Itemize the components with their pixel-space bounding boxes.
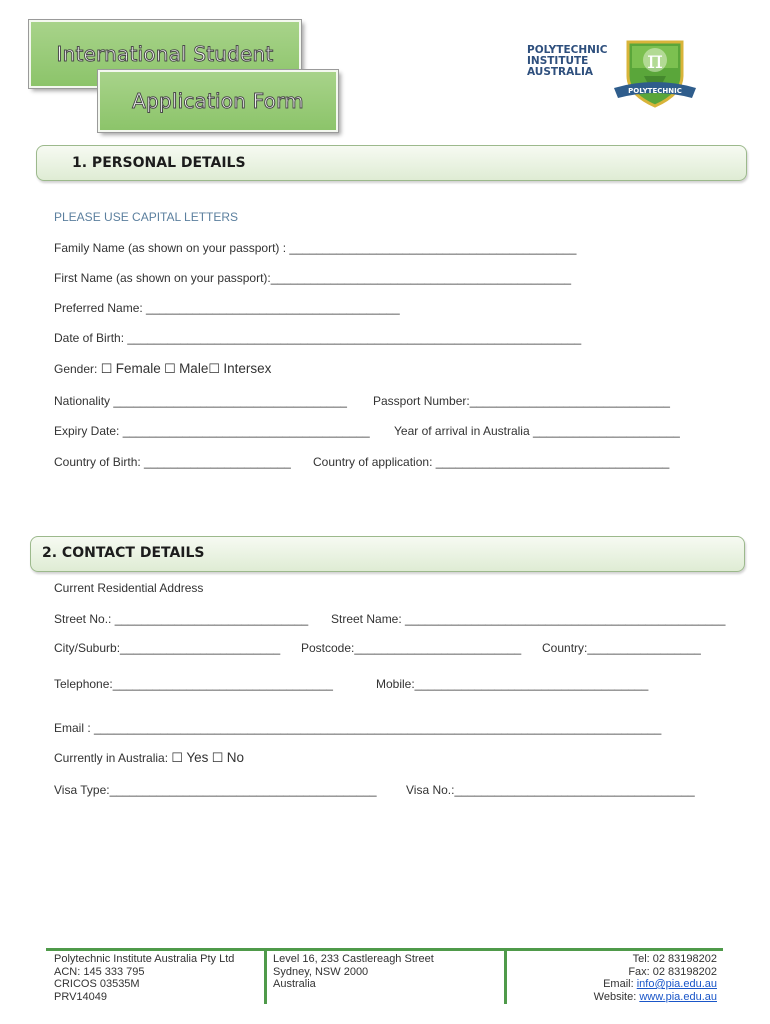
country-of-birth-field[interactable]: Country of Birth: ______________________ [54,455,291,469]
first-name-field[interactable]: First Name (as shown on your passport):_____________________________________________ [54,271,572,285]
gender-label: Gender: [54,362,98,376]
visa-type-field[interactable]: Visa Type:________________________________________ [54,783,377,797]
footer-divider [264,951,267,1004]
in-australia-row [54,750,244,766]
residential-address-label: Current Residential Address [54,581,204,595]
section-1-title: 1. PERSONAL DETAILS [72,155,246,171]
nationality-field[interactable]: Nationality ___________________________________ [54,394,347,408]
in-australia-option-yes: Yes [186,750,209,765]
footer-divider [504,951,507,1004]
section-2-title: 2. CONTACT DETAILS [42,545,205,561]
telephone-field[interactable]: Telephone:_________________________________ [54,677,333,691]
checkbox-icon[interactable]: ☐ [208,361,220,376]
footer-rule [46,948,723,951]
checkbox-icon[interactable]: ☐ [171,750,184,765]
footer-contact: Tel: 02 83198202 Fax: 02 83198202 Email: info@pia.edu.au Website: www.pia.edu.au [593,953,717,1003]
year-of-arrival-field[interactable]: Year of arrival in Australia ______________________ [394,424,680,438]
svg-text:π: π [647,46,663,74]
preferred-name-field[interactable]: Preferred Name: ______________________________________ [54,301,400,315]
footer-tel: Tel: 02 83198202 [632,953,717,965]
street-name-field[interactable]: Street Name: ________________________________________________ [331,612,726,626]
gender-option-male: Male [179,361,209,376]
footer-website-link[interactable]: www.pia.edu.au [639,990,717,1003]
gender-row [54,361,271,377]
title-box-2 [98,70,338,132]
date-of-birth-field[interactable]: Date of Birth: ____________________________________________________________________ [54,331,582,345]
capital-letters-note: PLEASE USE CAPITAL LETTERS [54,210,239,224]
footer-email-link[interactable]: info@pia.edu.au [636,978,717,990]
in-australia-option-no: No [226,750,245,765]
family-name-field[interactable]: Family Name (as shown on your passport) : ___________________________________________ [54,241,577,255]
logo-shield-icon [608,38,702,110]
footer-address: Level 16, 233 Castlereagh Street Sydney, NSW 2000 Australia [273,953,434,990]
checkbox-icon[interactable]: ☐ [100,361,113,376]
footer-company: Polytechnic Institute Australia Pty Ltd ACN: 145 333 795 CRICOS 03535M PRV14049 [54,953,235,1003]
title-line-2: Application Form [132,89,304,113]
email-field[interactable]: Email : _____________________________________________________________________________________ [54,721,662,735]
svg-text:POLYTECHNIC: POLYTECHNIC [628,87,682,95]
city-suburb-field[interactable]: City/Suburb:________________________ [54,641,281,655]
checkbox-icon[interactable]: ☐ [164,361,176,376]
street-no-field[interactable]: Street No.: _____________________________ [54,612,309,626]
country-field[interactable]: Country:_________________ [542,641,701,655]
mobile-field[interactable]: Mobile:___________________________________ [376,677,649,691]
country-of-application-field[interactable]: Country of application: ___________________________________ [313,455,670,469]
visa-no-field[interactable]: Visa No.:____________________________________ [406,783,695,797]
passport-number-field[interactable]: Passport Number:______________________________ [373,394,670,408]
logo-name: POLYTECHNIC INSTITUTE AUSTRALIA [527,44,608,78]
expiry-date-field[interactable]: Expiry Date: _____________________________________ [54,424,370,438]
gender-option-intersex: Intersex [223,361,272,376]
gender-option-female: Female [115,361,161,376]
postcode-field[interactable]: Postcode:_________________________ [301,641,522,655]
checkbox-icon[interactable]: ☐ [211,750,224,765]
footer-fax: Fax: 02 83198202 [628,965,717,978]
title-line-1: International Student [56,42,274,66]
in-australia-label: Currently in Australia: [54,751,169,765]
